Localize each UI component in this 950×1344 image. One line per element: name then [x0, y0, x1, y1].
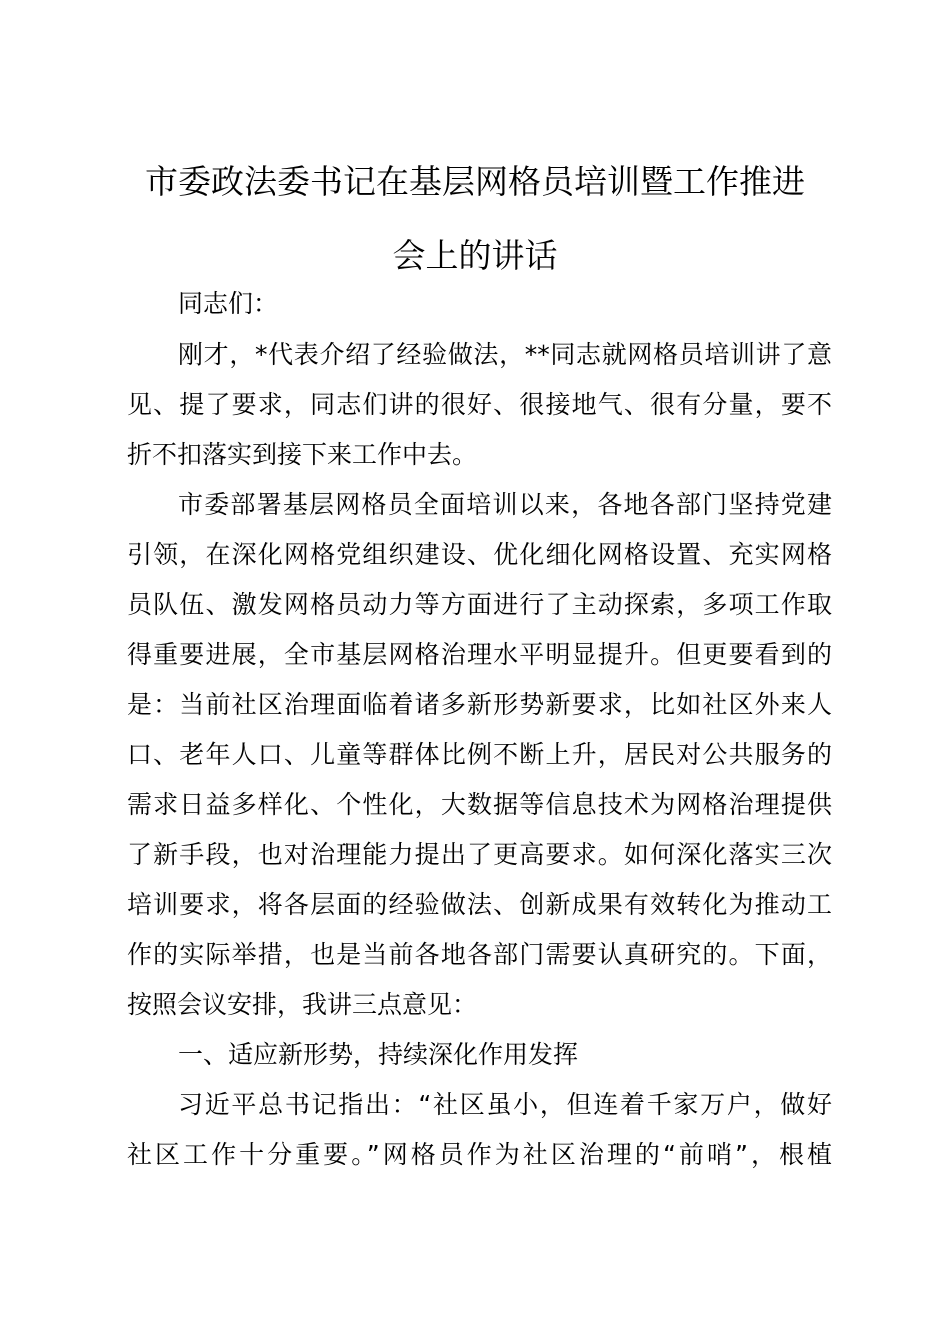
- paragraph-1-line-1: 刚才，*代表介绍了经验做法，**同志就网格员培训讲了意: [178, 340, 832, 369]
- section-heading-1: 一、适应新形势，持续深化作用发挥: [178, 1040, 579, 1069]
- paragraph-2-line-6: 口、老年人口、儿童等群体比例不断上升，居民对公共服务的: [127, 740, 832, 769]
- paragraph-1-line-2: 见、提了要求，同志们讲的很好、很接地气、很有分量，要不: [127, 390, 832, 419]
- paragraph-2-line-10: 作的实际举措，也是当前各地各部门需要认真研究的。下面，: [127, 940, 832, 969]
- paragraph-2-line-9: 培训要求，将各层面的经验做法、创新成果有效转化为推动工: [127, 890, 832, 919]
- paragraph-2-line-8: 了新手段，也对治理能力提出了更高要求。如何深化落实三次: [127, 840, 832, 869]
- paragraph-2-line-2: 引领，在深化网格党组织建设、优化细化网格设置、充实网格: [127, 540, 832, 569]
- paragraph-3-line-2: 社区工作十分重要。”网格员作为社区治理的“前哨”，根植: [127, 1140, 832, 1169]
- paragraph-2-line-5: 是：当前社区治理面临着诸多新形势新要求，比如社区外来人: [127, 690, 832, 719]
- salutation: 同志们：: [178, 289, 279, 318]
- document-title-line-1: 市委政法委书记在基层网格员培训暨工作推进: [145, 162, 805, 201]
- paragraph-2-line-3: 员队伍、激发网格员动力等方面进行了主动探索，多项工作取: [127, 590, 832, 619]
- paragraph-2-line-4: 得重要进展，全市基层网格治理水平明显提升。但更要看到的: [127, 640, 832, 669]
- paragraph-2-line-7: 需求日益多样化、个性化，大数据等信息技术为网格治理提供: [127, 790, 832, 819]
- paragraph-2-line-11: 按照会议安排，我讲三点意见：: [127, 990, 478, 1019]
- paragraph-1-line-3: 折不扣落实到接下来工作中去。: [127, 440, 478, 469]
- paragraph-2-line-1: 市委部署基层网格员全面培训以来，各地各部门坚持党建: [178, 490, 832, 519]
- paragraph-3-line-1: 习近平总书记指出：“社区虽小，但连着千家万户，做好: [178, 1090, 832, 1119]
- document-title-line-2: 会上的讲话: [392, 236, 558, 275]
